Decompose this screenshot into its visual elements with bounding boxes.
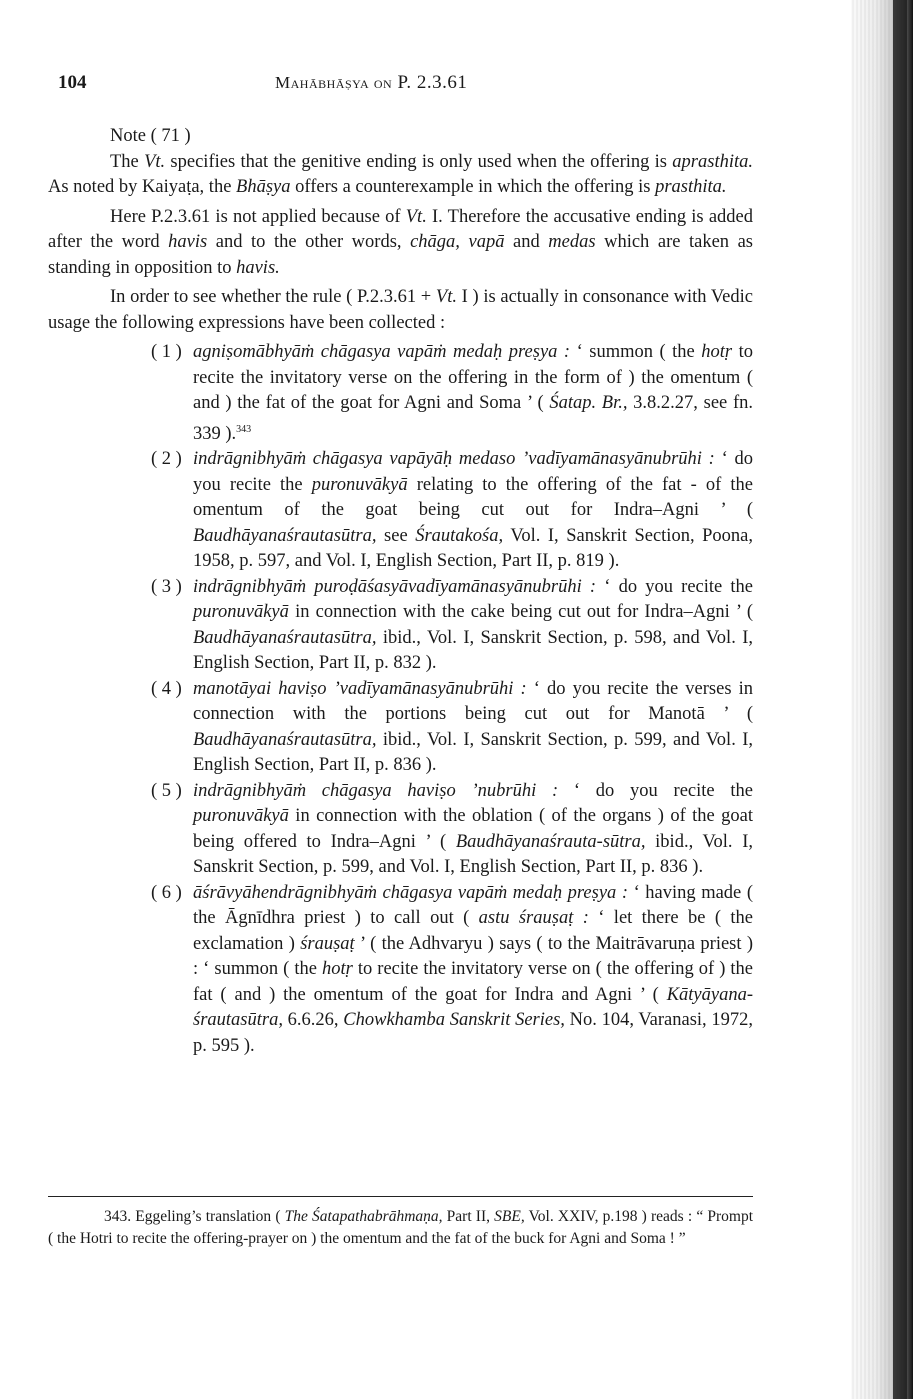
text-italic: Kātyāyana-śrautasūtra, [193,984,753,1031]
main-text [48,124,753,1059]
text: see [376,525,416,546]
text: ‘ do you recite the [596,576,753,597]
text-italic: Vt. [144,151,166,172]
text-italic: havis. [236,257,280,278]
text: specifies that the genitive ending is only used when the offering is [165,151,673,172]
text-italic: Śrautakośa, [415,525,504,546]
binding-edge [893,0,907,1399]
text: to recite the invitatory verse on the offering in the form of ) the omentum ( and ) the fat of the goat for Agni and Soma ’ ( [193,342,754,413]
list-item [48,779,753,881]
text-italic: Śatap. Br., [549,393,628,413]
text-italic: astu śrauṣaṭ : [478,908,589,929]
text: Vol. I, Sanskrit Section, Poona, 1958, p. 597, and Vol. I, English Section, Part II, p. 819 ). [193,525,754,572]
item-number: ( 6 ) [151,882,182,903]
text: No. 104, Varanasi, 1972, p. 595 ). [193,1010,753,1056]
text: Vol. XXIV, p.198 ) reads : “ Prompt ( the Hotri to recite the offering-prayer on ) the omentum and the fat of the buck for Agni and Soma ! ” [48,1208,753,1247]
list-item [48,881,753,1060]
item-number: ( 2 ) [151,449,182,470]
text: ‘ do you recite the [558,780,753,801]
item-number: ( 4 ) [151,678,182,699]
text-italic: medas [548,232,596,252]
text-italic: Vt. [405,206,427,227]
text-italic: prasthita. [655,177,727,197]
text: 6.6.26, [282,1010,344,1031]
text: in connection with the oblation ( of the organs ) of the goat being offered to Indra–Agni ’ ( [193,806,753,852]
item-text [193,883,753,1056]
text-italic: puronuvākyā [193,602,289,623]
text: As noted by Kaiyaṭa, the [48,177,237,197]
text-italic: Vt. [435,287,457,307]
page-number: 104 [58,72,87,93]
text-italic: SBE, [494,1208,525,1225]
text: and to the other words, [207,232,411,252]
item-text [193,781,753,878]
text: ‘ summon ( the [570,342,702,362]
footnote-divider [48,1196,753,1197]
text-italic: puronuvākyā [193,806,289,827]
running-title-text: Mahābhāṣya on [275,73,393,92]
text-italic: Baudhāyanaśrautasūtra, [193,525,377,546]
note-title: Note ( 71 ) [110,126,191,146]
text: which are taken as standing in opposition to [48,232,754,278]
text-italic: agniṣomābhyāṁ chāgasya vapāṁ medaḥ preṣya : [193,342,571,362]
paragraph-3 [48,285,753,336]
text-italic: śrauṣaṭ [300,933,355,954]
item-number: ( 1 ) [151,342,182,362]
text-italic: The Śatapathabrāhmaṇa, [284,1208,443,1225]
text: ‘ having made ( the Āgnīdhra priest ) to call out ( [193,882,753,929]
text: Here P.2.3.61 is not applied because of [110,206,406,227]
text: I ) is actually in consonance with Vedic usage the following expressions have been collected : [48,287,753,333]
text-italic: manotāyai haviṣo ’vadīyamānasyānubrūhi : [193,678,527,699]
list-item [48,575,753,677]
text-italic: Baudhāyanaśrauta-sūtra, [455,831,646,852]
text-italic: aprasthita. [672,151,753,172]
text: to recite the invitatory verse on ( the offering of ) the fat ( and ) the omentum of the goat for Indra and Agni ’ ( [193,959,753,1005]
item-text [193,449,753,571]
text-italic: indrāgnibhyāṁ chāgasya haviṣo ’nubrūhi : [193,780,559,801]
text-italic: havis [168,232,208,252]
text: ‘ let there be ( the exclamation ) [193,908,753,954]
list-item [48,447,753,575]
item-text [193,679,753,776]
text: Part II, [442,1208,495,1225]
text: ‘ do you recite the [193,449,753,495]
text: ibid., Vol. I, Sanskrit Section, p. 598, and Vol. I, English Section, Part II, p. 832 ). [193,627,753,674]
footnote-text [48,1206,753,1249]
text-italic: chāga, [410,232,460,252]
text: I. Therefore the accusative ending is added after the word [48,206,753,252]
text-italic: puronuvākyā [311,474,408,495]
running-title [275,72,467,94]
item-number: ( 3 ) [151,576,182,597]
text: offers a counterexample in which the offering is [290,177,656,197]
text: ‘ do you recite the verses in connection with the portions being cut out for Manotā ’ ( [193,678,753,725]
text: ibid., Vol. I, Sanskrit Section, p. 599, and Vol. I, English Section, Part II, p. 836 ). [193,831,753,878]
text: The [110,151,145,172]
paragraph-2 [48,205,753,282]
text-italic: hotṛ [321,959,353,980]
text: In order to see whether the rule ( P.2.3.61 + [110,287,436,307]
text-italic: Baudhāyanaśrautasūtra, [193,627,377,648]
text: 343. Eggeling’s translation ( [104,1208,285,1225]
text: in connection with the cake being cut out for Indra–Agni ’ ( [288,602,753,623]
text-italic: Chowkhamba Sanskrit Series, [343,1010,565,1031]
footnote-marker[interactable]: 343 [236,423,252,435]
item-number: ( 5 ) [151,780,182,801]
text-italic: āśrāvyāhendrāgnibhyāṁ chāgasya vapāṁ medaḥ preṣya : [193,882,629,903]
text-italic: Bhāṣya [236,177,291,197]
text: relating to the offering of the fat - of the omentum of the goat being cut out for Indra–Agni ’ ( [193,474,753,521]
list-item [48,677,753,779]
text-italic: vapā [468,232,505,252]
text-italic: hotṛ [701,342,733,362]
item-text [193,577,753,674]
text-italic: indrāgnibhyāṁ chāgasya vapāyāḥ medaso ’vadīyamānasyānubrūhi : [193,449,715,470]
paragraph-1 [48,150,753,201]
expression-list [48,340,753,1059]
running-title-reference: P. 2.3.61 [397,72,468,93]
text: ibid., Vol. I, Sanskrit Section, p. 599, and Vol. I, English Section, Part II, p. 836 ). [193,729,753,776]
item-text [193,342,753,444]
text-italic: Baudhāyanaśrautasūtra, [193,729,377,750]
footnote-343 [48,1206,753,1249]
text: ’ ( the Adhvaryu ) says ( to the Maitrāvaruṇa priest ) : ‘ summon ( the [193,933,753,980]
text-italic: indrāgnibhyāṁ puroḍāśasyāvadīyamānasyānubrūhi : [193,576,597,597]
list-item [48,340,753,447]
text: and [504,232,549,252]
text: 3.8.2.27, see fn. 339 ). [193,393,753,444]
page-header [58,72,658,102]
